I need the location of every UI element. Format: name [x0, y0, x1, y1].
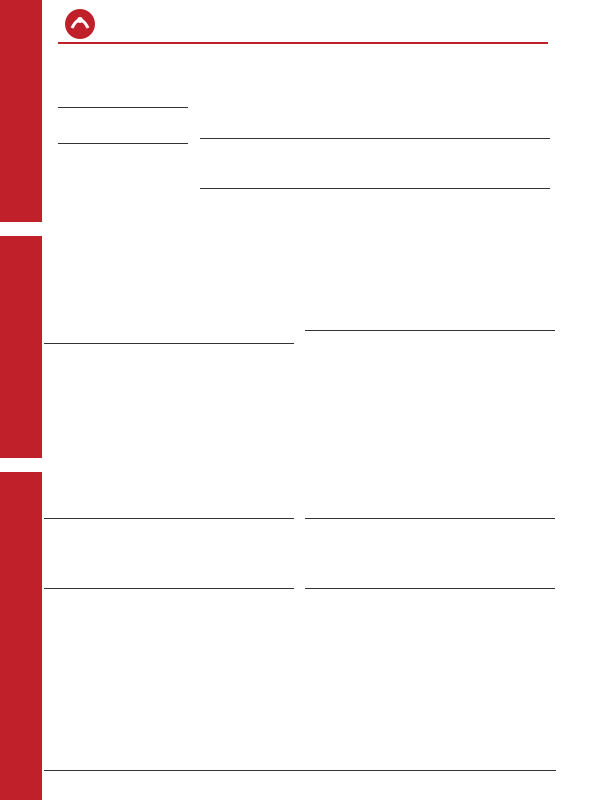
sidebar-block-strategy: [0, 0, 42, 222]
risk-divider: [58, 143, 188, 144]
fig1-top-line: [44, 343, 294, 344]
header-divider: [58, 42, 548, 44]
chart-insurance-stocks: [305, 606, 555, 744]
footer-divider: [44, 770, 556, 771]
brand-logo-icon: [62, 6, 98, 42]
fig4-top-line: [305, 588, 555, 589]
fig3-top-line: [44, 588, 294, 589]
fig2-top-line: [305, 330, 555, 331]
analyst-divider: [200, 188, 550, 189]
fig2-bottom-line: [305, 518, 555, 519]
chart-broker-top5: [44, 606, 294, 744]
sidebar-block-industry: [0, 236, 42, 458]
fig1-bottom-line: [44, 518, 294, 519]
chart-fin-industry-daily: [44, 362, 304, 512]
sidebar-block-report: [0, 472, 42, 800]
sidebar: [0, 0, 42, 800]
rating-divider: [58, 107, 188, 108]
title-divider: [200, 138, 550, 139]
chart-fin-industry-yearly: [305, 362, 555, 512]
